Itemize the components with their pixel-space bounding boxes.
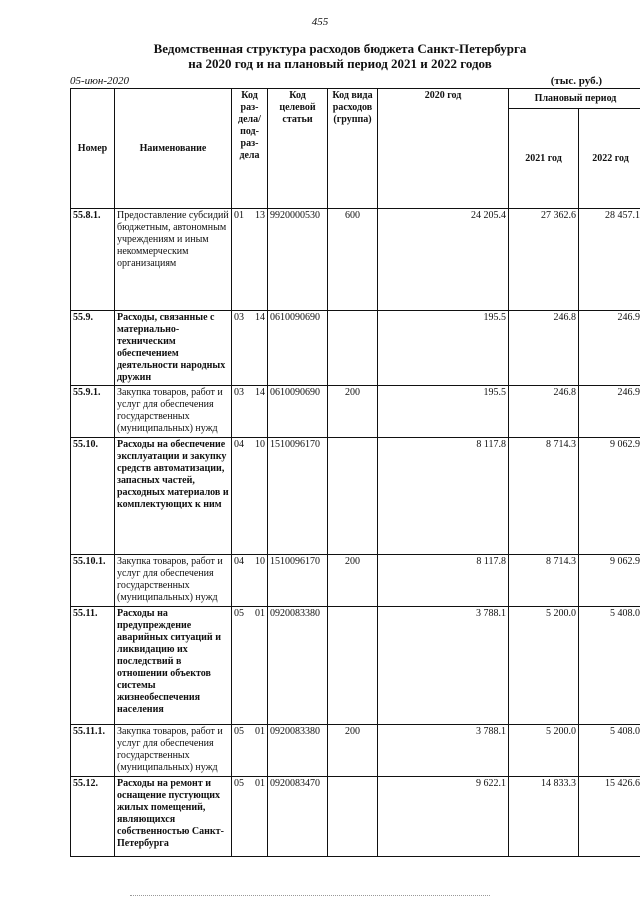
row-expense-type: 200 bbox=[328, 555, 378, 607]
header-2021: 2021 год bbox=[509, 109, 579, 209]
row-subsection-code: 01 bbox=[255, 726, 265, 737]
row-target-code: 9920000530 bbox=[268, 209, 328, 311]
row-number: 55.11. bbox=[71, 607, 115, 725]
row-value-2020: 3 788.1 bbox=[378, 607, 509, 725]
row-value-2022: 246.9 bbox=[579, 311, 640, 386]
row-target-code: 0920083380 bbox=[268, 725, 328, 777]
row-target-code: 0610090690 bbox=[268, 311, 328, 386]
row-value-2022: 246.9 bbox=[579, 386, 640, 438]
table-row bbox=[71, 386, 640, 438]
row-section bbox=[232, 311, 268, 386]
row-subsection-code: 13 bbox=[255, 210, 265, 221]
table-row bbox=[71, 209, 640, 311]
row-name: Закупка товаров, работ и услуг для обеспечения государственных (муниципальных) нужд bbox=[115, 386, 232, 438]
row-section bbox=[232, 777, 268, 857]
row-expense-type: 200 bbox=[328, 725, 378, 777]
row-expense-type bbox=[328, 607, 378, 725]
units-label: (тыс. руб.) bbox=[550, 75, 602, 87]
row-value-2021: 27 362.6 bbox=[509, 209, 579, 311]
row-value-2022: 9 062.9 bbox=[579, 438, 640, 555]
row-name: Закупка товаров, работ и услуг для обеспечения государственных (муниципальных) нужд bbox=[115, 725, 232, 777]
row-expense-type: 600 bbox=[328, 209, 378, 311]
row-name: Расходы, связанные с материально-техническим обеспечением деятельности народных дружин bbox=[115, 311, 232, 386]
row-expense-type bbox=[328, 438, 378, 555]
table-row bbox=[71, 311, 640, 386]
row-value-2020: 8 117.8 bbox=[378, 438, 509, 555]
row-section-code: 03 bbox=[234, 312, 244, 323]
row-number: 55.10. bbox=[71, 438, 115, 555]
row-target-code: 0920083380 bbox=[268, 607, 328, 725]
row-section-code: 04 bbox=[234, 556, 244, 567]
header-expense-type: Код вида расходов (группа) bbox=[328, 89, 378, 209]
row-number: 55.9.1. bbox=[71, 386, 115, 438]
row-target-code: 1510096170 bbox=[268, 555, 328, 607]
row-section bbox=[232, 555, 268, 607]
row-name: Расходы на обеспечение эксплуатации и закупку средств автоматизации, запасных частей, расходных материалов и комплектующих к ним bbox=[115, 438, 232, 555]
row-value-2020: 24 205.4 bbox=[378, 209, 509, 311]
row-section bbox=[232, 438, 268, 555]
header-2020: 2020 год bbox=[378, 89, 509, 209]
row-subsection-code: 01 bbox=[255, 608, 265, 619]
row-value-2020: 8 117.8 bbox=[378, 555, 509, 607]
row-value-2021: 14 833.3 bbox=[509, 777, 579, 857]
row-value-2021: 8 714.3 bbox=[509, 438, 579, 555]
row-name: Расходы на ремонт и оснащение пустующих жилых помещений, являющихся собственностью Санкт-Петербурга bbox=[115, 777, 232, 857]
row-value-2020: 9 622.1 bbox=[378, 777, 509, 857]
header-name: Наименование bbox=[115, 89, 232, 209]
table-body bbox=[71, 209, 640, 857]
table-row bbox=[71, 607, 640, 725]
row-value-2022: 9 062.9 bbox=[579, 555, 640, 607]
row-value-2021: 246.8 bbox=[509, 311, 579, 386]
title-line-1: Ведомственная структура расходов бюджета Санкт-Петербурга bbox=[153, 41, 527, 56]
row-section-code: 03 bbox=[234, 387, 244, 398]
table-row bbox=[71, 555, 640, 607]
row-value-2021: 246.8 bbox=[509, 386, 579, 438]
header-number: Номер bbox=[71, 89, 115, 209]
row-target-code: 0610090690 bbox=[268, 386, 328, 438]
row-section bbox=[232, 725, 268, 777]
row-target-code: 0920083470 bbox=[268, 777, 328, 857]
row-expense-type bbox=[328, 777, 378, 857]
row-section-code: 04 bbox=[234, 439, 244, 450]
row-value-2022: 5 408.0 bbox=[579, 725, 640, 777]
row-value-2022: 5 408.0 bbox=[579, 607, 640, 725]
table-row bbox=[71, 438, 640, 555]
row-subsection-code: 10 bbox=[255, 439, 265, 450]
row-section bbox=[232, 607, 268, 725]
header-section: Код раз- дела/ под- раз- дела bbox=[232, 89, 268, 209]
row-section bbox=[232, 209, 268, 311]
row-value-2021: 8 714.3 bbox=[509, 555, 579, 607]
page-title bbox=[60, 41, 620, 71]
row-section-code: 05 bbox=[234, 608, 244, 619]
title-line-2: на 2020 год и на плановый период 2021 и 2022 годов bbox=[188, 56, 492, 71]
row-number: 55.11.1. bbox=[71, 725, 115, 777]
row-name: Закупка товаров, работ и услуг для обеспечения государственных (муниципальных) нужд bbox=[115, 555, 232, 607]
document-date: 05-июн-2020 bbox=[70, 75, 130, 87]
row-expense-type: 200 bbox=[328, 386, 378, 438]
table-row bbox=[71, 777, 640, 857]
row-number: 55.12. bbox=[71, 777, 115, 857]
row-number: 55.8.1. bbox=[71, 209, 115, 311]
row-section-code: 05 bbox=[234, 778, 244, 789]
row-value-2021: 5 200.0 bbox=[509, 725, 579, 777]
row-value-2021: 5 200.0 bbox=[509, 607, 579, 725]
table-row bbox=[71, 725, 640, 777]
row-number: 55.10.1. bbox=[71, 555, 115, 607]
header-plan-period: Плановый период bbox=[509, 89, 640, 109]
row-expense-type bbox=[328, 311, 378, 386]
row-name: Предоставление субсидий бюджетным, автономным учреждениям и иным некоммерческим организациям bbox=[115, 209, 232, 311]
row-target-code: 1510096170 bbox=[268, 438, 328, 555]
page-number: 455 bbox=[311, 16, 329, 28]
row-number: 55.9. bbox=[71, 311, 115, 386]
footer-divider bbox=[130, 895, 490, 897]
row-value-2020: 195.5 bbox=[378, 386, 509, 438]
header-target: Код целевой статьи bbox=[268, 89, 328, 209]
budget-table bbox=[70, 88, 640, 857]
row-subsection-code: 10 bbox=[255, 556, 265, 567]
row-subsection-code: 14 bbox=[255, 387, 265, 398]
row-value-2020: 3 788.1 bbox=[378, 725, 509, 777]
row-section bbox=[232, 386, 268, 438]
row-value-2022: 28 457.1 bbox=[579, 209, 640, 311]
row-value-2022: 15 426.6 bbox=[579, 777, 640, 857]
row-subsection-code: 14 bbox=[255, 312, 265, 323]
row-name: Расходы на предупреждение аварийных ситуаций и ликвидацию их последствий в отношении объектов системы жизнеобеспечения населения bbox=[115, 607, 232, 725]
row-section-code: 05 bbox=[234, 726, 244, 737]
row-subsection-code: 01 bbox=[255, 778, 265, 789]
header-2022: 2022 год bbox=[579, 109, 640, 209]
row-section-code: 01 bbox=[234, 210, 244, 221]
row-value-2020: 195.5 bbox=[378, 311, 509, 386]
